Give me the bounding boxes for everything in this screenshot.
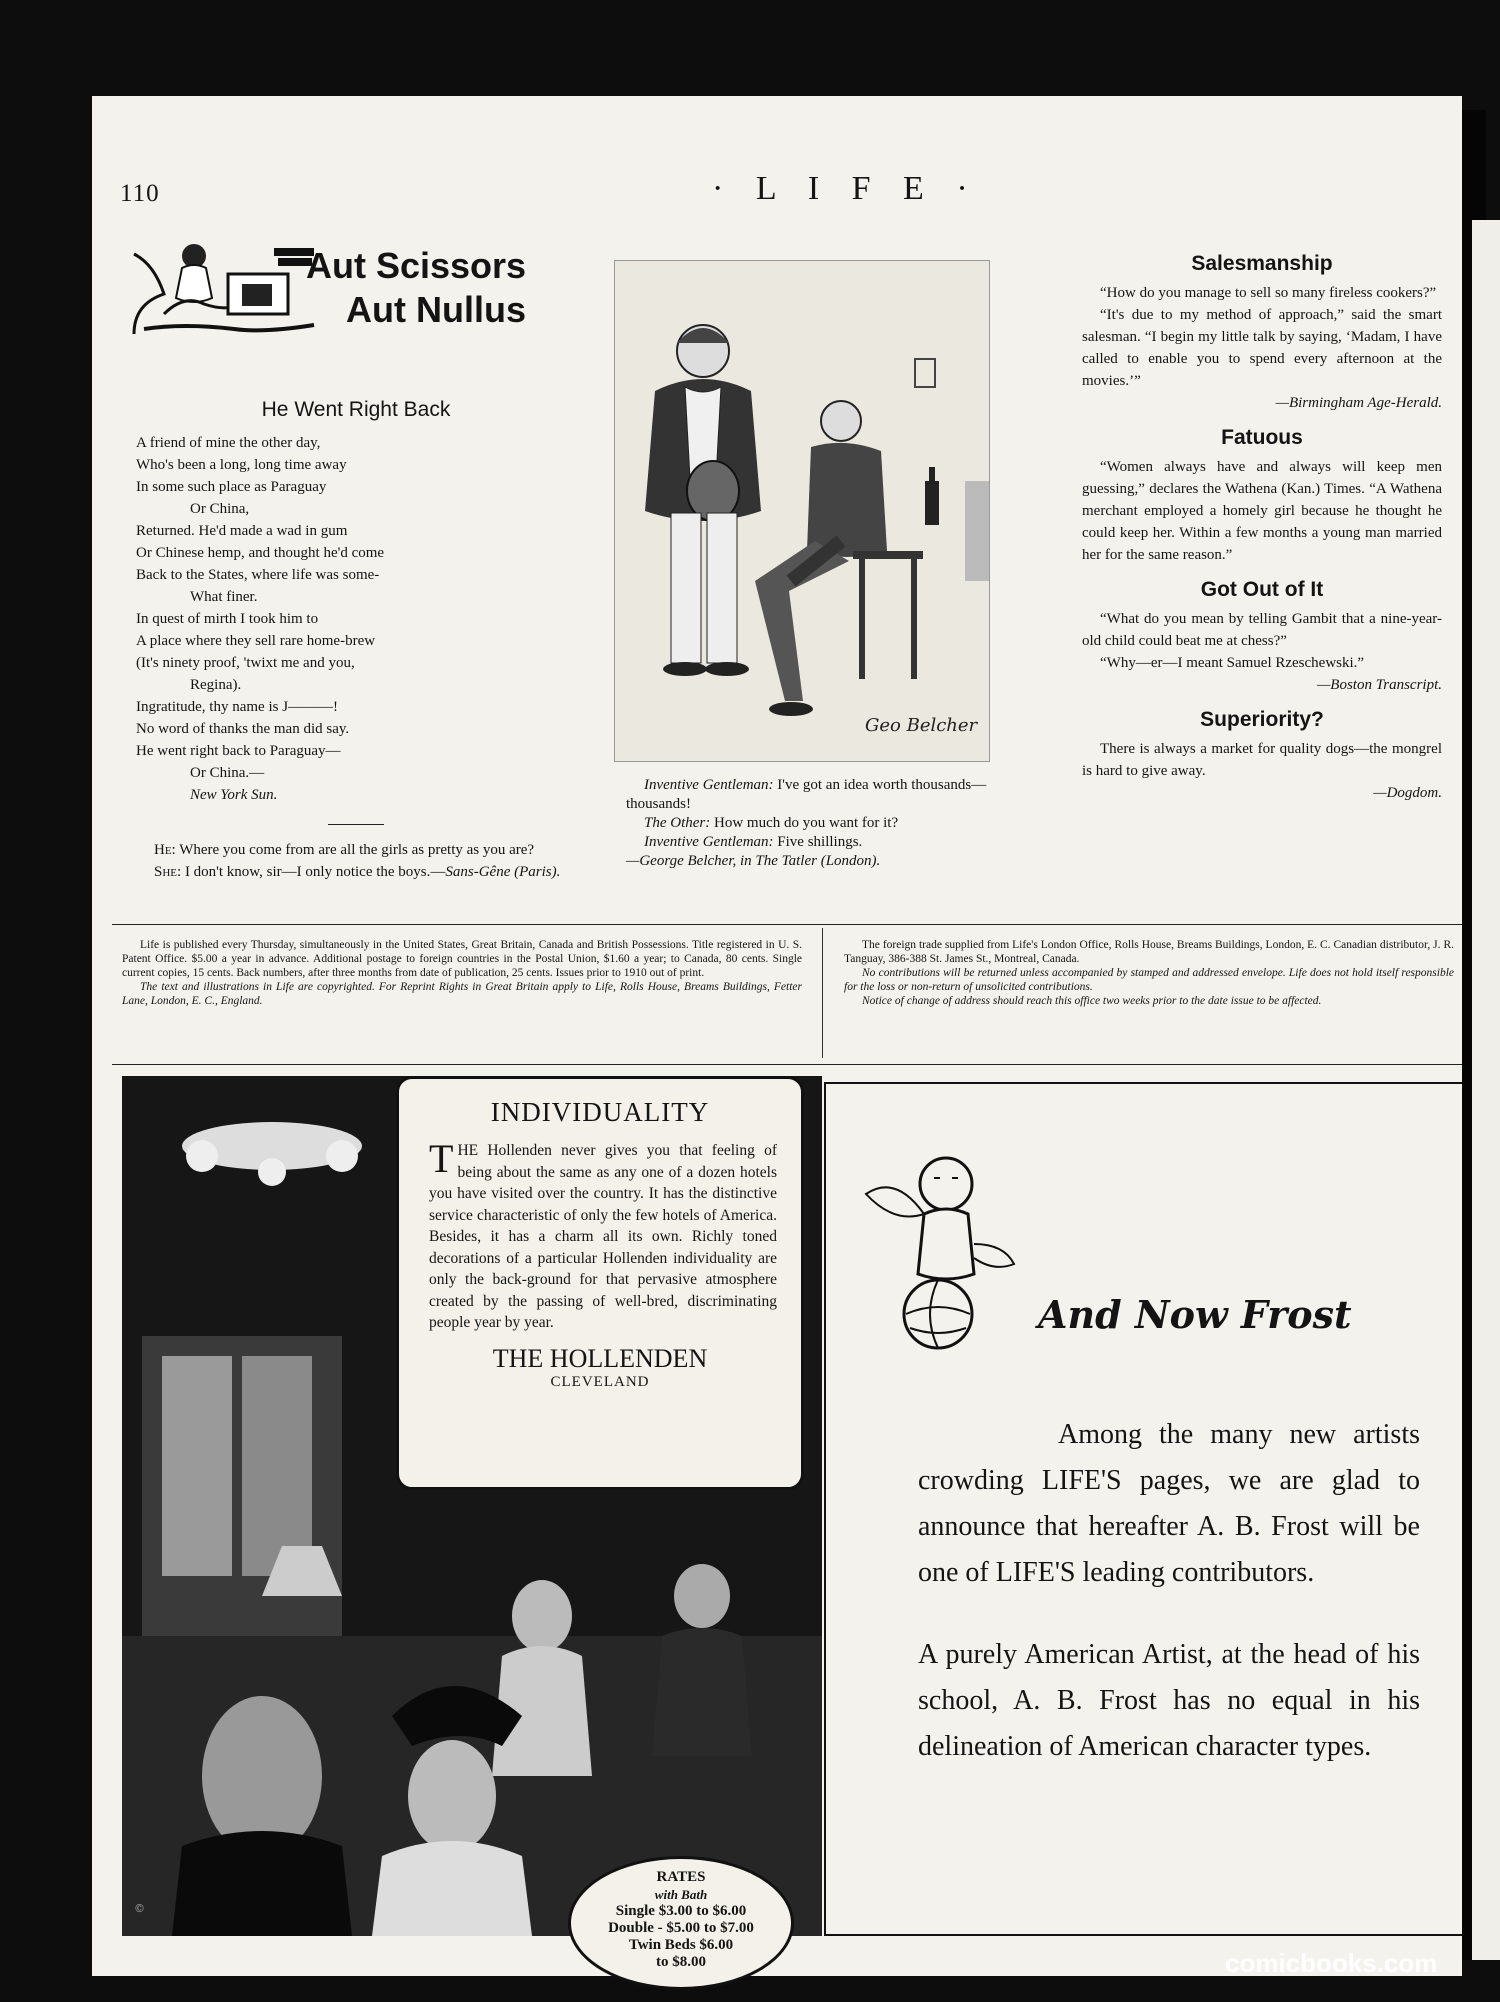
poem-line: In some such place as Paraguay (136, 479, 327, 495)
item-title: Got Out of It (1200, 578, 1324, 601)
cupid-on-globe-illustration (846, 1144, 1036, 1354)
rate-line: Single $3.00 to $6.00 (615, 1903, 747, 1919)
publication-notice (122, 938, 802, 1008)
fine-print-top-rule (112, 924, 1462, 925)
hotel-city: CLEVELAND (550, 1373, 650, 1390)
item-paragraph: “How do you manage to sell so many fireless cookers?” (1100, 285, 1437, 301)
right-column-item (1082, 426, 1442, 566)
hollenden-advertisement (122, 1076, 822, 1970)
svg-text:©: © (134, 1902, 145, 1915)
cartoon-illustration (614, 260, 990, 762)
left-column (136, 398, 576, 883)
poem-line: Regina). (190, 677, 242, 693)
address-change-notice: Notice of change of address should reach this office two weeks prior to the date issue to be affected. (862, 995, 1322, 1007)
fine-print-divider (822, 928, 823, 1058)
item-paragraph: “Women always have and always will keep men guessing,” declares the Wathena (Kan.) Times. “A Wathena merchant employed a homely girl because he thought he could keep her. Within a few months a young man married her for the same reason.” (1082, 459, 1442, 563)
poem-line: Or Chinese hemp, and thought he'd come (136, 545, 385, 561)
item-title: Superiority? (1200, 708, 1324, 731)
caption-text: Five shillings. (777, 834, 863, 850)
caption-line (626, 833, 1020, 852)
poem-line: (It's ninety proof, 'twixt me and you, (136, 655, 355, 671)
individuality-text: HE Hollenden never gives you that feeling of being about the same as any one of a dozen hotels you have visited over the country. It has the distinctive service characteristic of only the few hotels of America. Besides, it has a charm all its own. Richly toned decorations of a particular Hollenden individuality are only the back-ground for that pervasive atmosphere created by the passing of well-bred, discriminating people year by year. (429, 1142, 777, 1331)
poem-line: Ingratitude, thy name is J———! (136, 699, 339, 715)
contributions-notice: No contributions will be returned unless accompanied by stamped and addressed envelope. Life does not hold itself responsible for the loss or non-return of unsolicited contributions. (844, 967, 1454, 993)
caption-line (626, 814, 1020, 833)
individuality-panel (396, 1076, 804, 1490)
logo-line-1: Aut Scissors (306, 245, 527, 286)
cartoon-signature: Geo Belcher (865, 715, 978, 736)
joke-she-label: She: (154, 864, 182, 880)
cartoon-credit: —George Belcher, in The Tatler (London). (626, 853, 881, 869)
cartoon-caption (626, 776, 1020, 871)
item-credit: —Boston Transcript. (1316, 677, 1442, 693)
caption-text: I've got an idea worth thousands—thousands! (626, 777, 987, 812)
poem-line: Or China, (190, 501, 250, 517)
fine-print-bottom-rule (112, 1064, 1462, 1065)
joke-he: Where you come from are all the girls as pretty as you are? (179, 842, 535, 858)
frost-paragraph-2: A purely American Artist, at the head of his school, A. B. Frost has no equal in his delineation of American character types. (918, 1639, 1420, 1762)
item-paragraph: There is always a market for quality dogs—the mongrel is hard to give away. (1082, 741, 1442, 779)
frost-announcement (824, 1082, 1464, 1936)
poem-line: Or China.— (190, 765, 265, 781)
rates-oval (568, 1856, 794, 1990)
distribution-notice (844, 938, 1454, 1008)
rate-line: to $8.00 (656, 1954, 706, 1970)
frost-paragraph-1: Among the many new artists crowding LIFE'S pages, we are glad to announce that hereafter A. B. Frost will be one of LIFE'S leading contributors. (918, 1419, 1420, 1588)
belcher-cartoon-drawing (615, 261, 989, 761)
item-paragraph: “What do you mean by telling Gambit that a nine-year-old child could beat me at chess?” (1082, 611, 1442, 649)
right-column-item (1082, 708, 1442, 804)
caption-speaker: Inventive Gentleman: (644, 834, 774, 850)
column-logo (124, 234, 592, 354)
masthead-title: · L I F E · (712, 170, 980, 207)
individuality-title: INDIVIDUALITY (490, 1097, 710, 1127)
right-column-item (1082, 252, 1442, 414)
watermark: comicbooks.com (1225, 1948, 1438, 1978)
joke (136, 839, 576, 883)
poem-line: A place where they sell rare home-brew (136, 633, 376, 649)
poem-body (136, 432, 576, 784)
poem-line: What finer. (190, 589, 258, 605)
copyright-notice: The text and illustrations in Life are copyrighted. For Reprint Rights in Great Britain apply to Life, Rolls House, Breams Buildings, Fetter Lane, London, E. C., England. (122, 981, 802, 1007)
right-column-item (1082, 578, 1442, 696)
publication-notice-text: Life is published every Thursday, simultaneously in the United States, Great Britain, Canada and British Possessions. Title registered in U. S. Patent Office. $5.00 a year in advance. Additional postage to foreign countries in the Postal Union, $1.60 a year; to Canada, 80 cents. Single current copies, 15 cents. Back numbers, after three months from date of publication, 25 cents. Issues prior to 1910 out of print. (122, 939, 802, 979)
rates-title: RATES (656, 1869, 706, 1885)
drop-cap: T (429, 1136, 454, 1181)
item-paragraph: “It's due to my method of approach,” said the smart salesman. “I begin my little talk by saying, ‘Madam, I have called to enable you to spend every afternoon at the movies.’” (1082, 307, 1442, 389)
joke-he-label: He: (154, 842, 176, 858)
item-paragraph: “Why—er—I meant Samuel Rzeschewski.” (1100, 655, 1365, 671)
item-credit: —Birmingham Age-Herald. (1275, 395, 1442, 411)
poem-line: Returned. He'd made a wad in gum (136, 523, 348, 539)
poem-line: In quest of mirth I took him to (136, 611, 319, 627)
poem-line: No word of thanks the man did say. (136, 721, 350, 737)
hotel-name: THE HOLLENDEN (492, 1343, 708, 1373)
poem-credit-line (136, 784, 576, 806)
poem-title: He Went Right Back (261, 398, 451, 421)
facing-page-edge (1472, 220, 1500, 1960)
caption-line (626, 776, 1020, 814)
right-column (1082, 252, 1442, 816)
poem-line: He went right back to Paraguay— (136, 743, 341, 759)
item-credit: —Dogdom. (1373, 785, 1442, 801)
joke-she: I don't know, sir—I only notice the boys.— (184, 864, 446, 880)
caption-text: How much do you want for it? (714, 815, 899, 831)
logo-line-2: Aut Nullus (346, 289, 526, 330)
rate-line: Twin Beds $6.00 (628, 1937, 734, 1953)
page-number: 110 (120, 180, 160, 207)
caption-speaker: The Other: (644, 815, 711, 831)
frost-title: And Now Frost (1038, 1292, 1352, 1337)
poem-line: A friend of mine the other day, (136, 435, 321, 451)
joke-credit: Sans-Gêne (Paris). (445, 864, 561, 880)
poem-line: Back to the States, where life was some- (136, 567, 380, 583)
magazine-page (92, 96, 1462, 1976)
poem-line: Who's been a long, long time away (136, 457, 347, 473)
scissors-cupid-illustration (124, 234, 324, 344)
poem-credit: New York Sun. (190, 787, 278, 803)
distribution-notice-text: The foreign trade supplied from Life's London Office, Rolls House, Breams Buildings, London, E. C. Canadian distributor, J. R. Tanguay, 386-388 St. James St., Montreal, Canada. (844, 939, 1454, 965)
individuality-body (399, 1128, 801, 1334)
item-title: Salesmanship (1191, 252, 1333, 275)
divider (328, 824, 384, 825)
item-title: Fatuous (1221, 426, 1303, 449)
rate-line: Double - $5.00 to $7.00 (608, 1920, 754, 1936)
caption-speaker: Inventive Gentleman: (644, 777, 774, 793)
rates-subtitle: with Bath (654, 1887, 708, 1902)
